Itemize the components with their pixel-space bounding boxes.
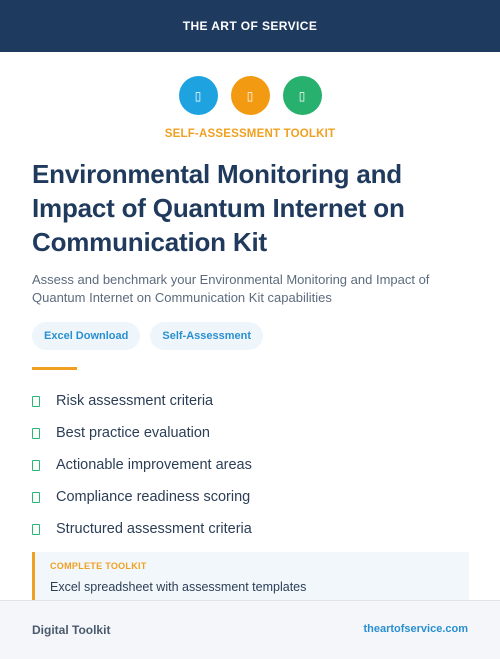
- checkbox-icon: [32, 524, 40, 535]
- checkbox-icon: [32, 428, 40, 439]
- page-subtitle: Assess and benchmark your Environmental Monitoring and Impact of Quantum Internet on Communication Kit capabilities: [32, 272, 430, 305]
- brand-name: THE ART OF SERVICE: [182, 19, 318, 33]
- checkbox-icon: [32, 396, 40, 407]
- feature-item: [32, 385, 252, 417]
- checkbox-icon: [32, 460, 40, 471]
- footer: [0, 600, 500, 659]
- feature-label: Compliance readiness scoring: [56, 489, 251, 505]
- page-title: Environmental Monitoring and Impact of Quantum Internet on Communication Kit: [32, 159, 405, 257]
- feature-item: [32, 513, 252, 545]
- toolkit-callout: [32, 552, 469, 600]
- feature-label: Best practice evaluation: [56, 425, 210, 441]
- feature-item: [32, 417, 252, 449]
- tag-self-assessment: Self-Assessment: [150, 322, 263, 350]
- feature-label: Structured assessment criteria: [56, 521, 252, 537]
- callout-label: COMPLETE TOOLKIT: [50, 561, 147, 571]
- icon-row: [0, 76, 500, 115]
- accent-divider: [32, 367, 77, 370]
- feature-list: [32, 385, 252, 545]
- orange-badge-icon: ▯: [231, 76, 270, 115]
- feature-item: [32, 449, 252, 481]
- website-link[interactable]: theartofservice.com: [363, 623, 468, 635]
- kicker-label: SELF-ASSESSMENT TOOLKIT: [164, 128, 336, 140]
- footer-label: Digital Toolkit: [32, 623, 111, 637]
- green-badge-icon: ▯: [283, 76, 322, 115]
- tag-excel-download: Excel Download: [32, 322, 140, 350]
- header-bar: [0, 0, 500, 52]
- tag-list: [32, 322, 263, 350]
- feature-label: Actionable improvement areas: [56, 457, 252, 473]
- feature-item: [32, 481, 252, 513]
- blue-badge-icon: ▯: [179, 76, 218, 115]
- feature-label: Risk assessment criteria: [56, 393, 214, 409]
- checkbox-icon: [32, 492, 40, 503]
- callout-text: Excel spreadsheet with assessment templates: [50, 580, 307, 594]
